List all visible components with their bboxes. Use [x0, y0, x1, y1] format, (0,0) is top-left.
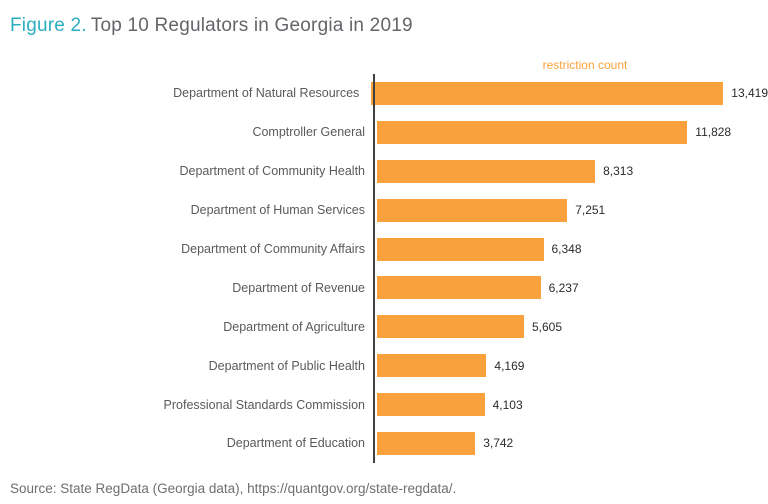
category-label: Department of Community Health	[179, 164, 365, 179]
category-label: Department of Revenue	[232, 280, 365, 295]
value-label: 4,103	[492, 397, 523, 412]
bar-rows	[0, 74, 768, 463]
bar-row	[0, 385, 768, 424]
bar-track	[377, 121, 768, 144]
bar-row	[0, 74, 768, 113]
category-label: Comptroller General	[252, 125, 365, 140]
value-label: 5,605	[532, 319, 563, 334]
bar-track	[377, 354, 768, 377]
bar	[377, 276, 541, 299]
bar-track	[371, 82, 768, 105]
bar-row	[0, 307, 768, 346]
bar-row	[0, 113, 768, 152]
category-label: Department of Community Affairs	[181, 242, 365, 256]
value-label: 13,419	[731, 86, 768, 101]
value-label: 6,237	[548, 280, 579, 295]
bar-row	[0, 424, 768, 463]
category-label: Department of Agriculture	[223, 319, 365, 334]
bar-row	[0, 268, 768, 307]
value-label: 8,313	[603, 164, 634, 179]
bar-track	[377, 160, 768, 183]
bar-chart	[0, 74, 768, 463]
bar-row	[0, 230, 768, 269]
value-label: 7,251	[575, 203, 606, 218]
value-label: 11,828	[695, 125, 732, 140]
bar	[377, 238, 544, 261]
source-note: Source: State RegData (Georgia data), https://quantgov.org/state-regdata/.	[10, 481, 457, 496]
bar	[377, 354, 486, 377]
bar	[377, 315, 524, 338]
bar-track	[377, 393, 768, 416]
bar-track	[377, 276, 768, 299]
category-label: Professional Standards Commission	[163, 397, 365, 412]
bar	[377, 199, 567, 222]
bar-row	[0, 346, 768, 385]
value-label: 6,348	[551, 242, 582, 256]
bar	[377, 160, 595, 183]
value-label: 4,169	[494, 358, 525, 373]
bar	[371, 82, 723, 105]
value-label: 3,742	[483, 436, 514, 451]
bar-track	[377, 238, 768, 261]
bar	[377, 393, 485, 416]
y-axis-line	[373, 74, 375, 463]
bar-row	[0, 191, 768, 230]
category-label: Department of Natural Resources	[173, 86, 360, 101]
bar-row	[0, 152, 768, 191]
bar	[377, 432, 475, 455]
category-label: Department of Public Health	[208, 358, 365, 373]
bar	[377, 121, 687, 144]
figure-title	[10, 15, 413, 37]
figure-title-text: Top 10 Regulators in Georgia in 2019	[90, 15, 413, 36]
bar-track	[377, 432, 768, 455]
category-label: Department of Human Services	[190, 203, 365, 218]
bar-track	[377, 315, 768, 338]
bar-track	[377, 199, 768, 222]
category-label: Department of Education	[226, 436, 365, 451]
x-axis-label: restriction count	[542, 58, 628, 72]
figure-number-label: Figure 2.	[10, 15, 87, 36]
